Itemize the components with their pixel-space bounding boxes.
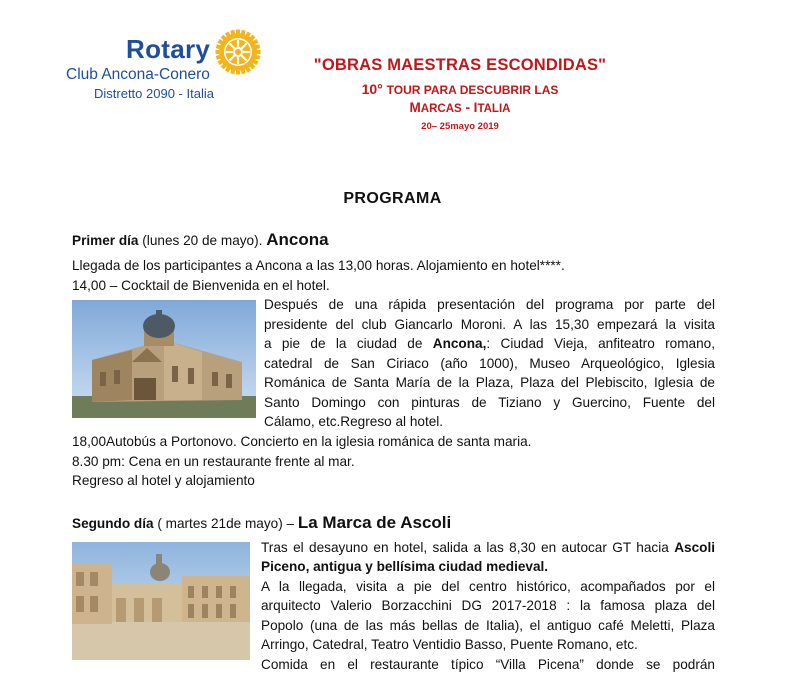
day1-para-line: Santo Domingo con pinturas de Tiziano y Guercino, Fuente del xyxy=(264,395,715,410)
day2-l1-pre: Tras el desayuno en hotel, salida a las 8,30 en autocar GT hacia xyxy=(261,540,675,555)
header-region xyxy=(300,100,620,115)
day1-label: Primer día xyxy=(72,233,139,248)
day2-l1-bold: Ascoli xyxy=(674,540,715,555)
day1-date: (lunes 20 de mayo). xyxy=(138,233,267,248)
day1-para3-pre: a pie de la ciudad de xyxy=(264,336,433,351)
rotary-logo xyxy=(64,26,274,110)
day2-line: arquitecto Valerio Borzacchini DG 2017-2018 : la famosa plaza del xyxy=(261,598,715,613)
tour-text: TOUR PARA DESCUBRIR LAS xyxy=(386,83,559,97)
ascoli-piazza-image xyxy=(72,542,250,660)
day1-para-line: Románica de Santa María de la Plaza, Plaza del Plebiscito, Iglesia de xyxy=(264,375,715,390)
ancona-cathedral-image xyxy=(72,300,256,418)
day2-heading xyxy=(72,513,451,534)
day2-line: Comida en el restaurante típico “Villa Picena” donde se podrán xyxy=(261,657,715,672)
header-title-block xyxy=(300,56,620,132)
day2-date: ( martes 21de mayo) – xyxy=(153,516,298,531)
logo-name: Rotary xyxy=(126,34,211,64)
header-dates: 20– 25mayo 2019 xyxy=(421,121,499,132)
region-talia: TALIA xyxy=(477,103,511,115)
day2-line xyxy=(261,557,548,577)
day2-line xyxy=(261,538,715,558)
day1-heading xyxy=(72,230,329,251)
day1-place: Ancona xyxy=(266,230,329,249)
day1-after-line: 8.30 pm: Cena en un restaurante frente al mar. xyxy=(72,454,355,469)
day1-para-line: Después de una rápida presentación del programa por parte del xyxy=(264,297,715,312)
region-m: M xyxy=(409,100,421,115)
day2-line: Arringo, Catedral, Teatro Ventidio Basso, Puente Romano, etc. xyxy=(261,637,638,652)
day1-para-line: Cálamo, etc.Regreso al hotel. xyxy=(264,414,444,429)
header-tour xyxy=(300,81,620,97)
day1-line: 14,00 – Cocktail de Bienvenida en el hotel. xyxy=(72,278,330,293)
day1-after-line: 18,00Autobús a Portonovo. Concierto en la iglesia románica de santa maria. xyxy=(72,434,532,449)
logo-district: Distretto 2090 - Italia xyxy=(94,86,214,101)
day2-line: A la llegada, visita a pie del centro histórico, acompañados por el xyxy=(261,579,715,594)
day1-line: Llegada de los participantes a Ancona a las 13,00 horas. Alojamiento en hotel****. xyxy=(72,258,565,273)
day1-para-line xyxy=(264,334,715,354)
day1-para-line: catedral de San Ciriaco (año 1000), Museo Arqueológico, Iglesia xyxy=(264,356,715,371)
rotary-wheel-icon xyxy=(214,28,262,76)
section-title: PROGRAMA xyxy=(343,190,442,207)
day1-after-line: Regreso al hotel y alojamiento xyxy=(72,473,255,488)
region-arcas: ARCAS xyxy=(420,103,462,115)
day1-para3-bold: Ancona, xyxy=(432,336,487,351)
tour-number: 10° xyxy=(361,81,387,97)
region-sep: - I xyxy=(461,100,478,115)
day2-place: La Marca de Ascoli xyxy=(297,513,452,532)
day1-para-line: presidente del club Giancarlo Moroni. A las 15,30 empezará la visita xyxy=(264,317,715,332)
day2-l2-bold: Piceno, antigua y bellísima ciudad medieval. xyxy=(261,559,549,574)
logo-club: Club Ancona-Conero xyxy=(66,66,210,83)
day2-label: Segundo día xyxy=(72,516,154,531)
day2-line: Popolo (una de las más bellas de Italia), el antiguo café Meletti, Plaza xyxy=(261,618,715,633)
header-title: "OBRAS MAESTRAS ESCONDIDAS" xyxy=(313,56,607,74)
day1-para3-post: : Ciudad Vieja, anfiteatro romano, xyxy=(486,336,715,351)
